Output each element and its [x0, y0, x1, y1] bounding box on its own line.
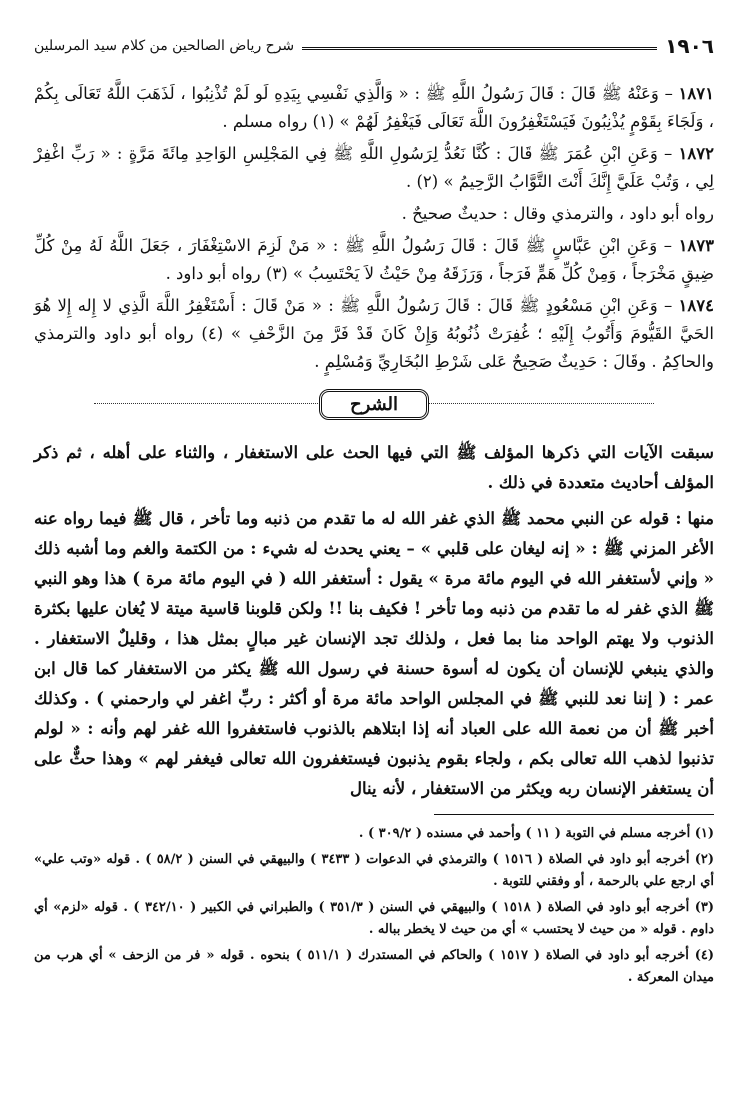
- commentary-paragraph: منها : قوله عن النبي محمد ﷺ الذي غفر الله له ما تقدم من ذنبه وما تأخر ، قال ﷺ فيما رواه عنه الأغر المزني ﷺ : « إنه ليغان على قلبي » – يعني يحدث له شيء : من الكتمة والغم وما أشبه ذلك « وإني لأستغفر الله في اليوم مائة مرة » يقول : أستغفر الله ( في اليوم مائة مرة ) هذا وهو النبي ﷺ الذي غفر له ما تقدم من ذنبه وما تأخر ! فكيف بنا !! ولكن قلوبنا قاسية ميتة لا يُغان عليها بكثرة الذنوب ولا يهتم الواحد منا بما فعل ، ولذلك تجد الإنسان غير مبالٍ بمثل هذا ، وقليلٌ الاستغفار . والذي ينبغي للإنسان أن يكون له أسوة حسنة في رسول الله ﷺ يكثر من الاستغفار كما قال ابن عمر : ( إننا نعد للنبي ﷺ في المجلس الواحد مائة مرة أو أكثر : ربِّ اغفر لي وارحمني ) . وكذلك أخبر ﷺ أن من نعمة الله على العباد أنه إذا ابتلاهم بالذنوب فاستغفروا الله غفر لهم وأنه : « لولم تذنبوا لذهب الله تعالى بكم ، ولجاء بقوم يذنبون فيستغفرون الله تعالى فيغفر لهم » وهذا حثٌّ على أن يستغفر الإنسان ربه ويكثر من الاستغفار ، لأنه ينال: [34, 509, 714, 798]
- hadith-1874: [34, 292, 714, 376]
- hadith-text: – وَعَنِ ابْنِ مَسْعُودٍ ﷺ قَالَ : قَالَ رَسُولُ اللَّهِ ﷺ : « مَنْ قَالَ : أَسْتَغْفِرُ اللَّهَ الَّذِي لا إِله إِلا هُوَ الحَيَّ القَيُّومَ وَأَتُوبُ إِلَيْهِ ؛ غُفِرَتْ ذُنُوبُهُ وَإِنْ كَانَ قَدْ فَرَّ مِنَ الزَّحْفِ » (٤) رواه أبو داود والترمذي والحاكِمُ . وقَالَ : حَدِيثٌ صَحِيحٌ عَلى شَرْطِ البُخَارِيِّ وَمُسْلِمٍ .: [34, 296, 715, 371]
- header-rule: [302, 47, 657, 50]
- footnote: (٤) أخرجه أبو داود في الصلاة ( ١٥١٧ ) والحاكم في المستدرك ( ٥١١/١ ) بنحوه . قوله « فر من الزحف » أي هرب من ميدان المعركة .: [34, 948, 715, 985]
- running-title: شرح رياض الصالحين من كلام سيد المرسلين: [34, 38, 295, 54]
- hadith-number: ١٨٧٢: [678, 144, 714, 163]
- hadith-text: – وَعَنِ ابْنِ عَبَّاسٍ ﷺ قَالَ : قَالَ رَسُولُ اللَّهِ ﷺ : « مَنْ لَزِمَ الاسْتِغْفَارَ ، جَعَلَ اللَّهُ لَهُ مِنْ كُلِّ ضِيقٍ مَخْرَجاً ، وَمِنْ كُلِّ هَمٍّ فَرَجاً ، وَرَزَقَهُ مِنْ حَيْثُ لاَ يَحْتَسِبُ » (٣) رواه أبو داود .: [34, 236, 714, 283]
- section-divider: [34, 384, 714, 424]
- hadith-1871: [34, 80, 714, 136]
- hadith-1872: [34, 140, 714, 196]
- footnotes: [34, 823, 714, 989]
- page-body: [34, 80, 714, 989]
- hadith-text: – وَعَنِ ابْنِ عُمَرَ ﷺ قَالَ : كُنَّا نَعُدُّ لِرَسُولِ اللَّهِ ﷺ فِي المَجْلِسِ الوَاحِدِ مِائَةَ مَرَّةٍ : « رَبِّ اغْفِرْ لِي ، وَتُبْ عَلَيَّ إِنَّكَ أَنْتَ التَّوَّابُ الرَّحِيمُ » (٢) .: [34, 144, 714, 191]
- hadith-1873: [34, 232, 714, 288]
- footnote: (٣) أخرجه أبو داود في الصلاة ( ١٥١٨ ) والبيهقي في السنن ( ٣٥١/٣ ) والطبراني في الكبير ( ٣٤٢/١٠ ) . قوله «لزم» أي داوم . قوله « من حيث لا يحتسب » أي من حيث لا يخطر بباله .: [34, 900, 715, 937]
- hadith-number: ١٨٧٣: [678, 236, 715, 255]
- book-page: [34, 30, 714, 993]
- commentary-paragraph: سبقت الآيات التي ذكرها المؤلف ﷺ التي فيها الحث على الاستغفار ، والثناء على أهله ، ثم ذكر المؤلف أحاديث متعددة في ذلك .: [34, 443, 714, 492]
- footnote: (٢) أخرجه أبو داود في الصلاة ( ١٥١٦ ) والترمذي في الدعوات ( ٣٤٣٣ ) والبيهقي في السنن ( ٥٨/٢ ) . قوله «وتب علي» أي ارجع علي بالرحمة ، أو وفقني للتوبة .: [34, 852, 714, 889]
- page-number: ١٩٠٦: [665, 34, 714, 58]
- hadith-text: – وَعَنْهُ ﷺ قَالَ : قَالَ رَسُولُ اللَّهِ ﷺ : « وَالَّذِي نَفْسِي بِيَدِهِ لَو لَمْ تُذْنِبُوا ، لَذَهَبَ اللَّهُ تَعَالَى بِكُمْ ، وَلَجَاءَ بِقَوْمٍ يُذْنِبُونَ فَيَسْتَغْفِرُونَ اللَّهَ تَعَالَى فَيَغْفِرُ لَهُمْ » (١) رواه مسلم .: [34, 84, 714, 131]
- page-header: [34, 30, 714, 62]
- hadith-source: رواه أبو داود ، والترمذي وقال : حديثٌ صحيحٌ .: [401, 204, 714, 223]
- section-title: الشرح: [319, 389, 429, 420]
- footnote-rule: [434, 814, 714, 815]
- hadith-number: ١٨٧٤: [678, 296, 714, 315]
- footnote: (١) أخرجه مسلم في التوبة ( ١١ ) وأحمد في مسنده ( ٣٠٩/٢ ) .: [358, 826, 714, 841]
- hadith-number: ١٨٧١: [678, 84, 714, 103]
